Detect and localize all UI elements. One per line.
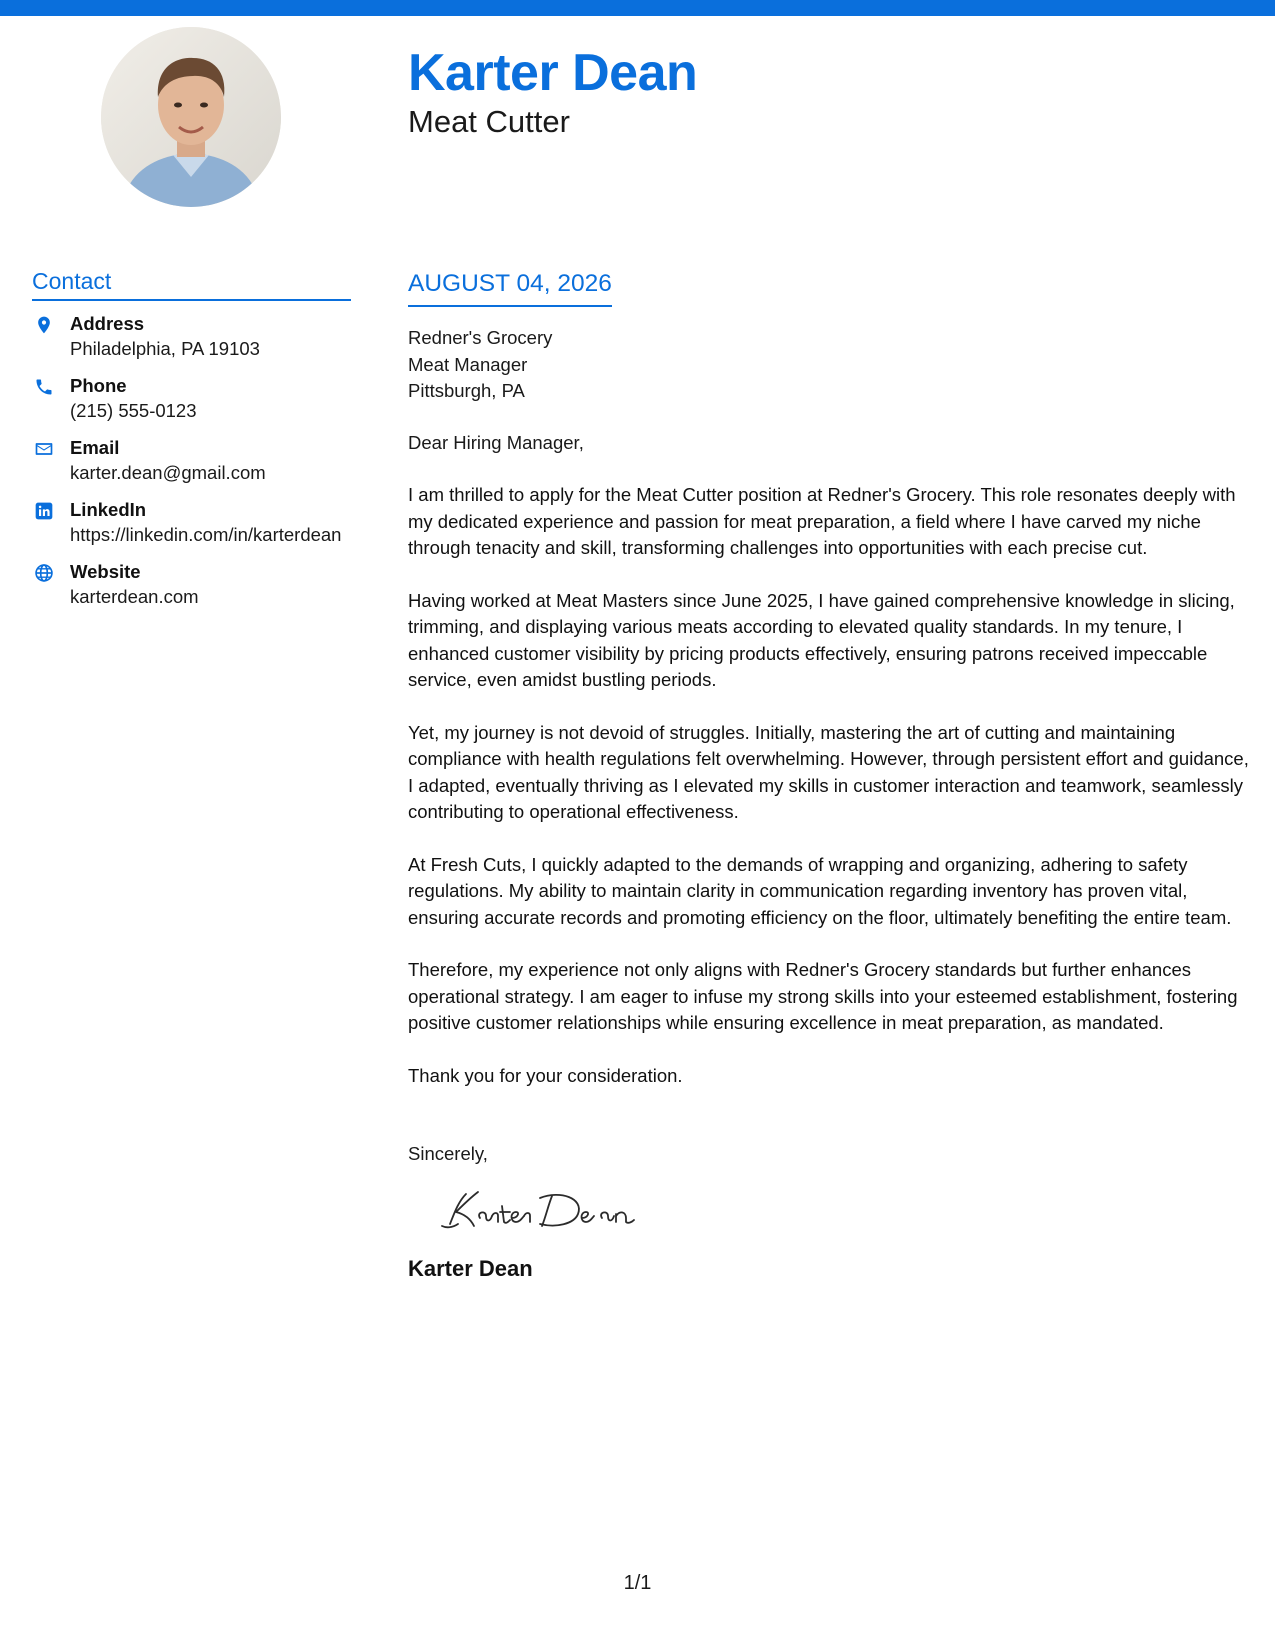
- recipient-location: Pittsburgh, PA: [408, 380, 525, 401]
- phone-value[interactable]: (215) 555-0123: [70, 400, 197, 421]
- location-pin-icon: [34, 315, 54, 335]
- body-paragraph: I am thrilled to apply for the Meat Cutter position at Redner's Grocery. This role resonates deeply with my dedicated experience and passion for meat preparation, a field where I have carved my niche through tenacity and skill, transforming challenges into opportunities with each precise cut.: [408, 484, 1236, 558]
- email-icon: [34, 439, 54, 459]
- handwritten-signature: [436, 1184, 656, 1236]
- recipient-title: Meat Manager: [408, 353, 528, 375]
- address-value: Philadelphia, PA 19103: [70, 338, 260, 359]
- phone-icon: [34, 377, 54, 397]
- email-value[interactable]: karter.dean@gmail.com: [70, 462, 266, 483]
- website-value[interactable]: karterdean.com: [70, 586, 199, 607]
- thank-you-line: Thank you for your consideration.: [408, 1064, 683, 1086]
- globe-icon: [34, 563, 54, 583]
- contact-sidebar: [32, 266, 351, 621]
- letter-date: AUGUST 04, 2026: [408, 266, 612, 307]
- contact-email: [32, 435, 351, 485]
- body-paragraph: At Fresh Cuts, I quickly adapted to the demands of wrapping and organizing, adhering to safety regulations. My ability to maintain clarity in communication regarding inventory has proven vital, ensuring accurate records and promoting efficiency on the floor, ultimately benefiting the entire team.: [408, 853, 1232, 928]
- applicant-name: Karter Dean: [408, 44, 698, 102]
- body-paragraph: Yet, my journey is not devoid of struggles. Initially, mastering the art of cutting and maintaining compliance with health regulations felt overwhelming. However, through persistent effort and guidance, I adapted, eventually thriving as I elevated my skills in customer interaction and teamwork, seamlessly contributing to operational effectiveness.: [408, 721, 1249, 822]
- body-paragraph: Having worked at Meat Masters since June 2025, I have gained comprehensive knowledge in slicing, trimming, and displaying various meats according to elevated quality standards. In my tenure, I enhanced customer visibility by pricing products effectively, ensuring patrons received impeccable service, even amidst bustling periods.: [408, 589, 1235, 690]
- contact-phone: [32, 373, 351, 423]
- contact-website: [32, 559, 351, 609]
- applicant-job-title: Meat Cutter: [408, 104, 570, 139]
- linkedin-value[interactable]: https://linkedin.com/in/karterdean: [70, 524, 342, 545]
- cover-letter: [408, 266, 1253, 1284]
- signer-name: Karter Dean: [408, 1255, 533, 1281]
- contact-section-title: Contact: [32, 266, 351, 301]
- profile-photo: [101, 27, 281, 207]
- linkedin-label: LinkedIn: [70, 499, 147, 520]
- phone-label: Phone: [70, 375, 127, 396]
- salutation: Dear Hiring Manager,: [408, 431, 584, 453]
- email-label: Email: [70, 437, 120, 458]
- contact-address: [32, 311, 351, 361]
- recipient-block: [408, 325, 1253, 405]
- body-paragraph: Therefore, my experience not only aligns with Redner's Grocery standards but further enhances operational strategy. I am eager to infuse my strong skills into your esteemed establishment, fostering positive customer relationships while ensuring excellence in meat preparation, as mandated.: [408, 959, 1238, 1033]
- top-accent-bar: [0, 0, 1275, 16]
- page-number: 1/1: [623, 1572, 652, 1594]
- address-label: Address: [70, 313, 145, 334]
- contact-linkedin: [32, 497, 351, 547]
- linkedin-icon: [34, 501, 54, 521]
- recipient-company: Redner's Grocery: [408, 327, 553, 348]
- closing: Sincerely,: [408, 1143, 488, 1164]
- contact-list: [32, 311, 351, 609]
- website-label: Website: [70, 561, 141, 582]
